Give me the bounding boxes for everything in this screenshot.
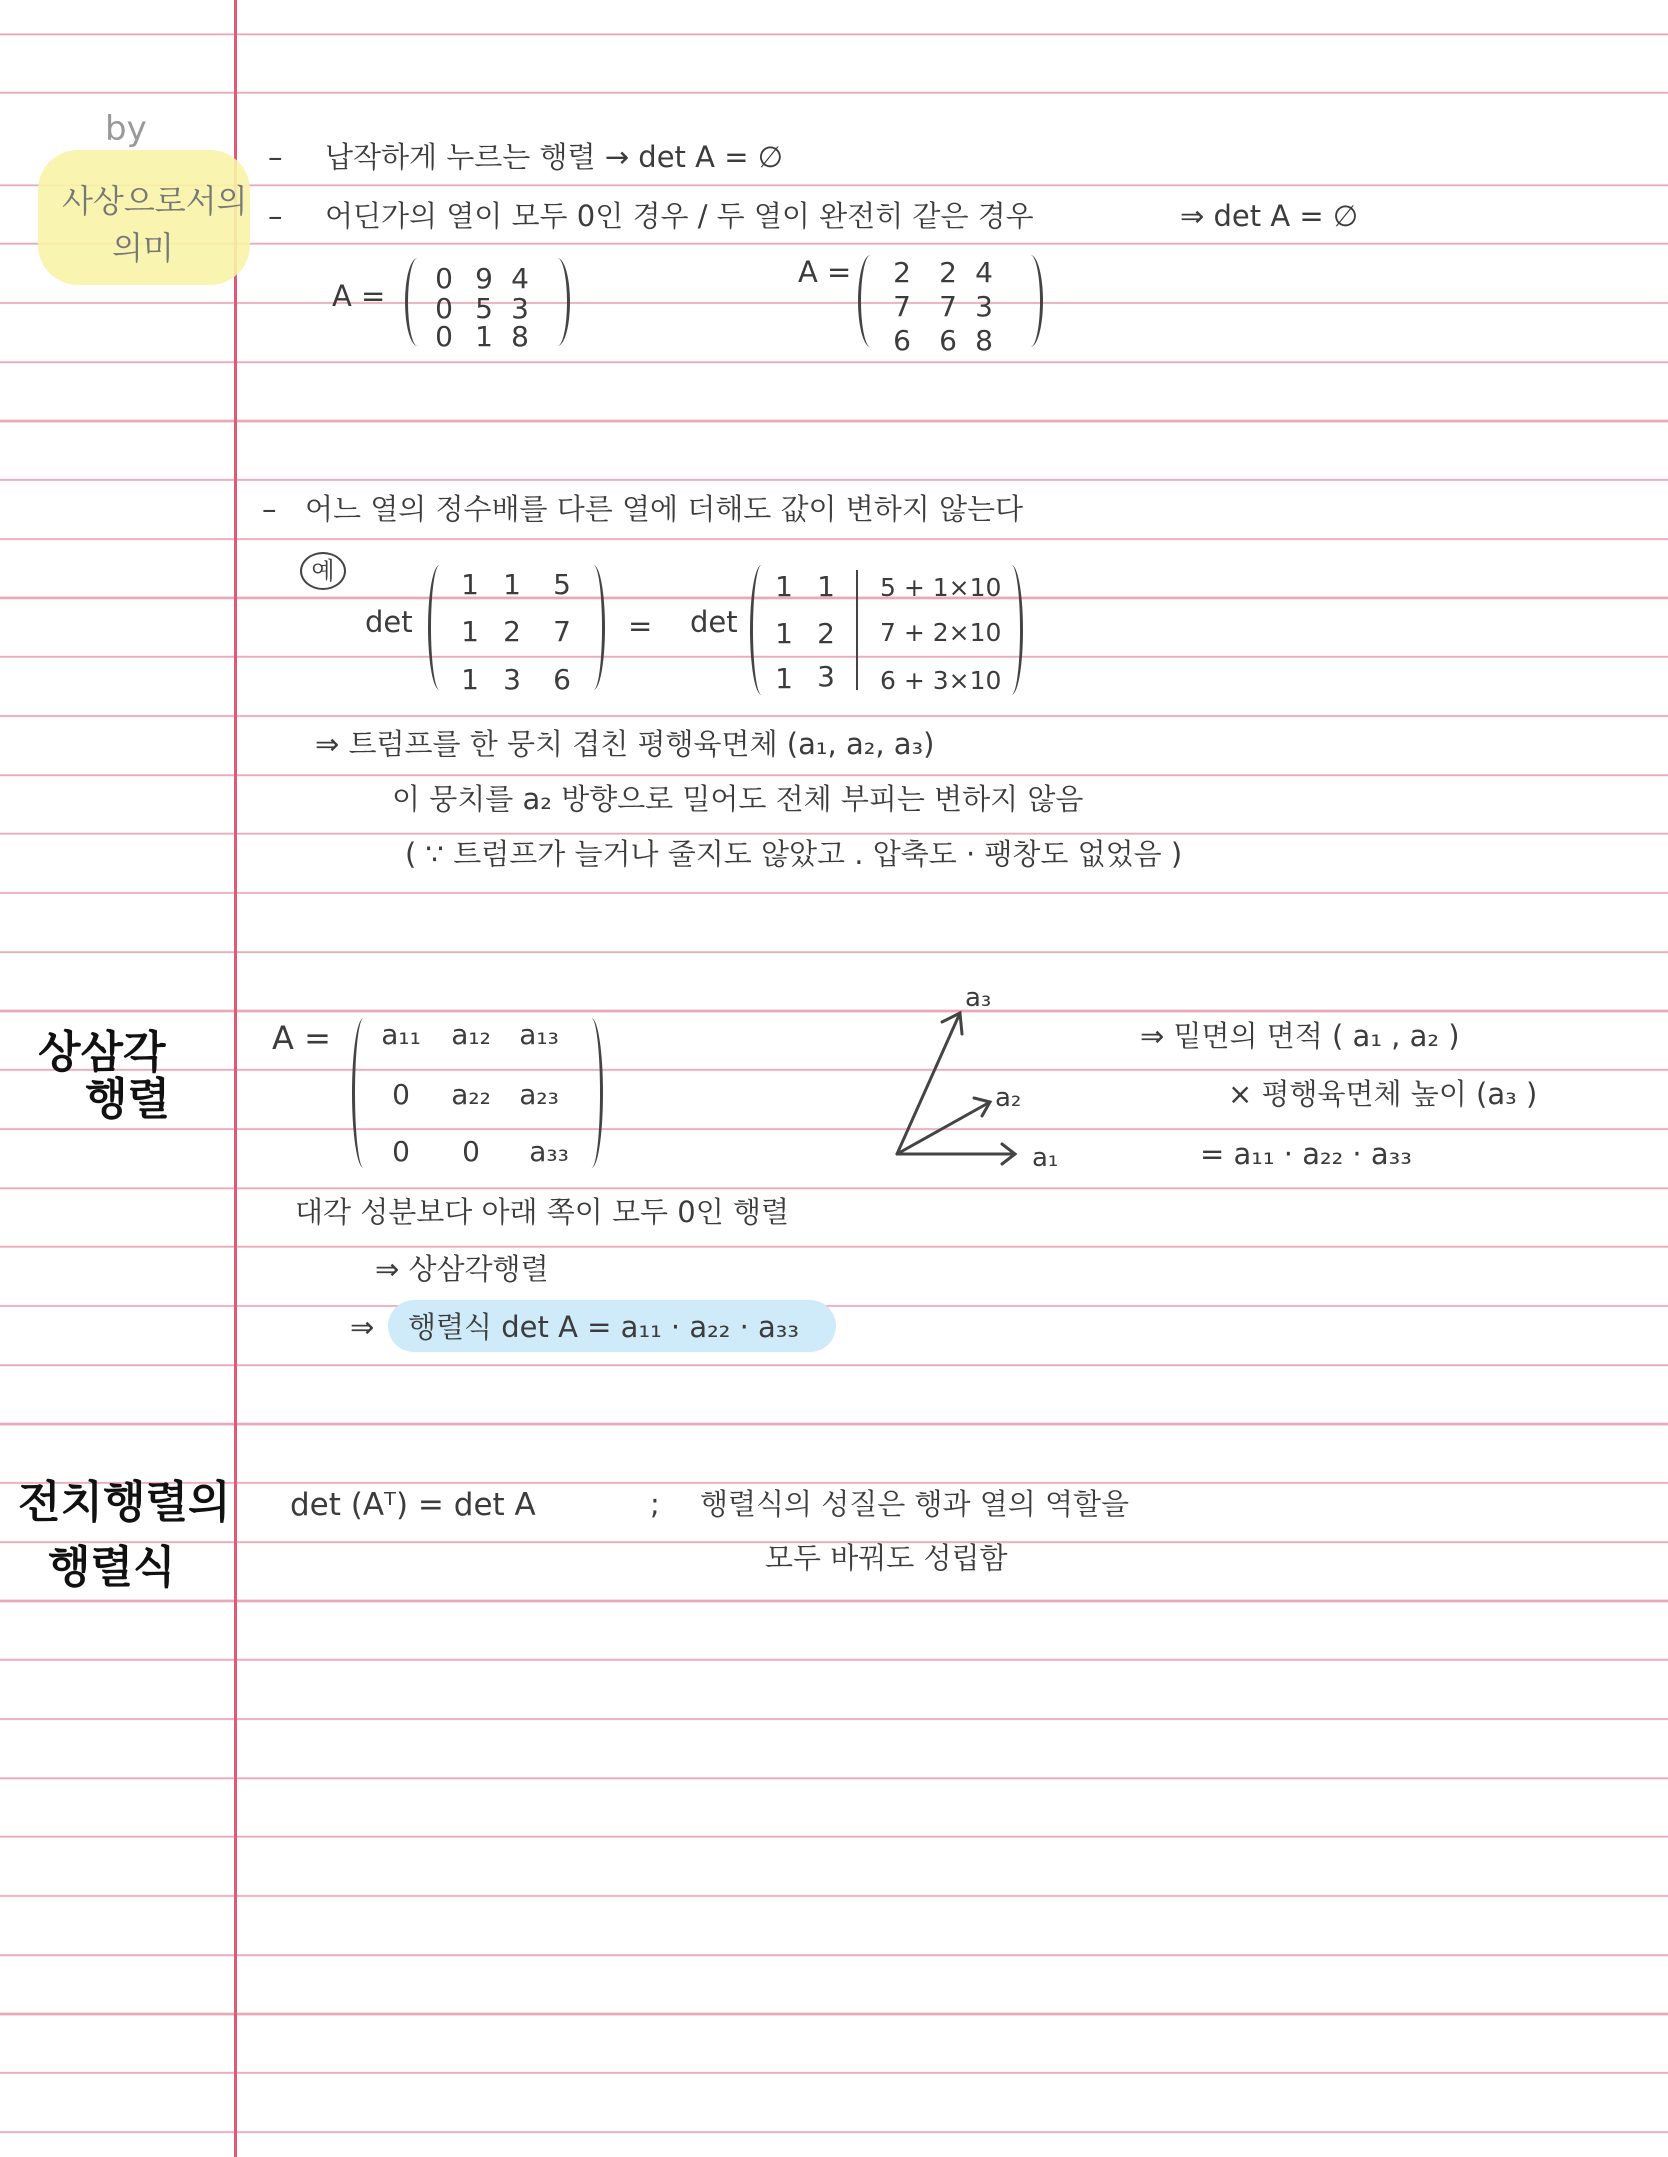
matrix-cell: 1 (775, 662, 793, 695)
matrix-cell: 3 (817, 660, 835, 693)
semicolon: ; (650, 1487, 660, 1521)
matrix-cell: 8 (511, 320, 529, 353)
vector-a3 (897, 1013, 960, 1154)
matrix-cell: 7 (939, 290, 957, 323)
matrix-cell: 1 (475, 320, 493, 353)
matrix-cell: a₂₂ (451, 1078, 491, 1111)
matrix-cell: a₃₃ (529, 1135, 569, 1168)
bracket-right (582, 565, 605, 690)
matrix-cell: 7 + 2×10 (880, 618, 1002, 647)
matrix-cell: 6 (553, 663, 571, 696)
matrix-cell: 2 (893, 256, 911, 289)
note-volume-unchanged: 이 뭉치를 a₂ 방향으로 밀어도 전체 부피는 변하지 않음 (392, 782, 1084, 816)
line-det-zero: ⇒ det A = ∅ (1180, 199, 1359, 233)
volume-height: × 평행육면체 높이 (a₃ ) (1228, 1077, 1538, 1111)
matrix-label: A = (798, 255, 852, 289)
matrix-cell: 5 (553, 568, 571, 601)
example-label: 예 (300, 552, 346, 590)
bracket-left (352, 1018, 375, 1168)
transpose-explanation-2: 모두 바꿔도 성립함 (765, 1541, 1008, 1575)
volume-base-area: ⇒ 밑면의 면적 ( a₁ , a₂ ) (1140, 1019, 1460, 1053)
matrix-label: A = (272, 1019, 331, 1057)
line-flatten: 납작하게 누르는 행렬 → det A = ∅ (325, 140, 783, 174)
matrix-cell: 0 (435, 320, 453, 353)
matrix-cell: 4 (511, 262, 529, 295)
upper-triangular-description: 대각 성분보다 아래 쪽이 모두 0인 행렬 (295, 1195, 789, 1229)
vector-a2 (897, 1102, 990, 1154)
matrix-cell: 0 (435, 292, 453, 325)
side-title-geometric-2: 의미 (112, 229, 174, 267)
side-title-upper-1: 상삼각 (38, 1027, 166, 1078)
column-divider (856, 570, 858, 690)
matrix-cell: 9 (475, 262, 493, 295)
matrix-cell: 1 (503, 568, 521, 601)
det-result-arrow: ⇒ (350, 1310, 375, 1344)
matrix-cell: 2 (939, 256, 957, 289)
matrix-cell: 6 (893, 324, 911, 357)
matrix-cell: 3 (511, 292, 529, 325)
matrix-cell: 0 (462, 1135, 480, 1168)
vector-a3-label: a₃ (965, 983, 992, 1013)
matrix-cell: 0 (435, 262, 453, 295)
matrix-label: A = (332, 279, 386, 313)
volume-product: = a₁₁ · a₂₂ · a₃₃ (1200, 1137, 1412, 1171)
matrix-cell: 1 (461, 568, 479, 601)
note-reason: ( ∵ 트럼프가 늘거나 줄지도 않았고 . 압축도 · 팽창도 없었음 ) (405, 837, 1183, 871)
det-label: det (690, 605, 738, 639)
side-title-transpose-1: 전치행렬의 (18, 1477, 231, 1528)
matrix-cell: 1 (775, 617, 793, 650)
transpose-det-formula: det (Aᵀ) = det A (290, 1487, 536, 1523)
side-title-upper-2: 행렬 (85, 1074, 171, 1125)
margin-line (234, 0, 237, 2157)
note-parallelepiped: ⇒ 트럼프를 한 뭉치 겹친 평행육면체 (a₁, a₂, a₃) (315, 727, 935, 761)
matrix-cell: 7 (553, 615, 571, 648)
matrix-cell: 7 (893, 290, 911, 323)
bracket-right (545, 258, 570, 346)
matrix-cell: 6 (939, 324, 957, 357)
matrix-cell: 4 (975, 256, 993, 289)
matrix-cell: a₁₃ (519, 1018, 559, 1051)
equals-sign: = (628, 609, 653, 643)
det-label: det (365, 605, 413, 639)
dash: – (268, 199, 283, 233)
matrix-cell: 6 + 3×10 (880, 666, 1002, 695)
matrix-cell: 5 + 1×10 (880, 573, 1002, 602)
transpose-explanation-1: 행렬식의 성질은 행과 열의 역할을 (700, 1487, 1130, 1521)
matrix-cell: 8 (975, 324, 993, 357)
matrix-cell: a₁₂ (451, 1018, 491, 1051)
vector-a2-label: a₂ (995, 1083, 1022, 1113)
matrix-cell: 3 (503, 663, 521, 696)
matrix-cell: 2 (817, 617, 835, 650)
side-title-transpose-2: 행렬식 (48, 1542, 176, 1593)
by-label: by (105, 109, 147, 149)
dash: – (268, 140, 283, 174)
bracket-right (580, 1018, 603, 1168)
det-result-formula: 행렬식 det A = a₁₁ · a₂₂ · a₃₃ (408, 1310, 800, 1344)
matrix-cell: 1 (817, 570, 835, 603)
bracket-right (1018, 255, 1043, 347)
matrix-cell: a₁₁ (381, 1018, 421, 1051)
line-zero-column: 어딘가의 열이 모두 0인 경우 / 두 열이 완전히 같은 경우 (325, 199, 1034, 233)
matrix-cell: a₂₃ (519, 1078, 559, 1111)
bracket-right (1000, 565, 1023, 695)
matrix-cell: 1 (461, 615, 479, 648)
line-column-addition-rule: 어느 열의 정수배를 다른 열에 더해도 값이 변하지 않는다 (305, 492, 1024, 526)
side-title-geometric-1: 사상으로서의 (62, 182, 248, 220)
matrix-cell: 0 (392, 1078, 410, 1111)
matrix-cell: 5 (475, 292, 493, 325)
matrix-cell: 0 (392, 1135, 410, 1168)
matrix-cell: 1 (461, 663, 479, 696)
dash: – (262, 492, 277, 526)
matrix-cell: 3 (975, 290, 993, 323)
vector-a1-label: a₁ (1032, 1143, 1059, 1173)
upper-triangular-name: ⇒ 상삼각행렬 (375, 1252, 549, 1286)
matrix-cell: 2 (503, 615, 521, 648)
matrix-cell: 1 (775, 570, 793, 603)
